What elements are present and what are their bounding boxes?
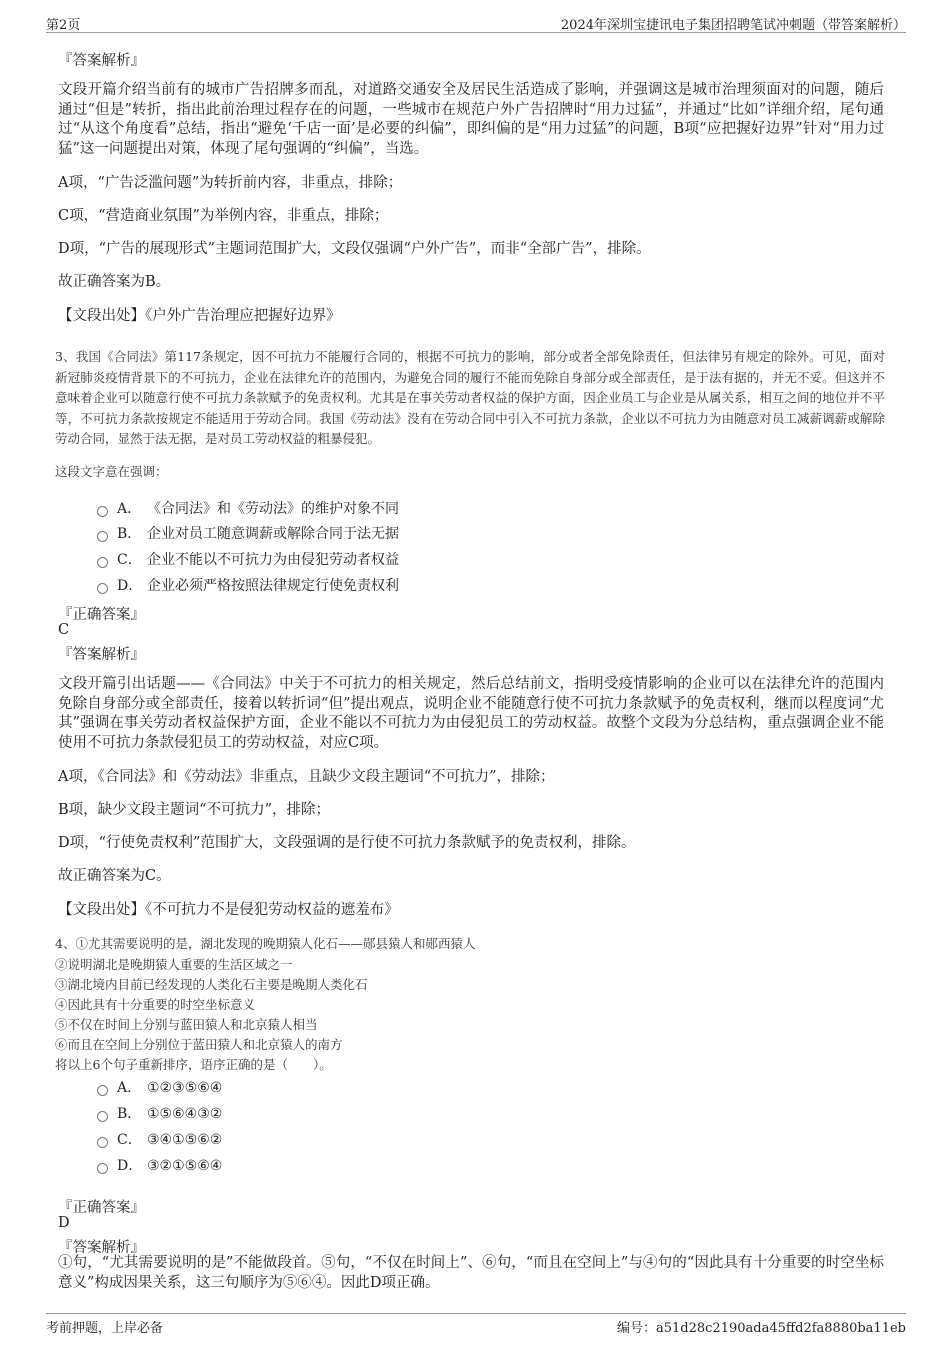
document-title: 2024年深圳宝捷讯电子集团招聘笔试冲刺题（带答案解析）: [560, 18, 906, 33]
q3-option-b[interactable]: B． 企业对员工随意调薪或解除合同于法无据: [97, 523, 399, 543]
page-header: [46, 14, 906, 33]
q4-line-5: ⑤不仅在时间上分别与蓝田猿人和北京猿人相当: [55, 1017, 318, 1032]
q4-line-3: ③湖北境内目前已经发现的人类化石主要是晚期人类化石: [55, 977, 368, 992]
q3-analysis-text: 文段开篇引出话题——《合同法》中关于不可抗力的相关规定，然后总结前文，指明受疫情影响的企业可以在法律允许的范围内免除自身部分或全部责任，接着以转折词“但”提出观点，说明企业不能随意行使不可抗力条款赋予的免责权利，继而以程度词“尤其”强调在事关劳动者权益保护方面，企业不能以不可抗力为由侵犯员工的劳动权益。故整个文段为分总结构，重点强调企业不能使用不可抗力条款侵犯员工的劳动权益，对应C项。: [58, 676, 884, 751]
q3-answer-title: 『正确答案』: [58, 607, 145, 623]
q3-option-d[interactable]: D． 企业必须严格按照法律规定行使免责权利: [97, 575, 399, 595]
q2-item-a: A项，“广告泛滥问题”为转折前内容，非重点，排除；: [58, 175, 403, 191]
q4-analysis-title: 『答案解析』: [58, 1240, 145, 1256]
q3-analysis-title: 『答案解析』: [58, 647, 145, 663]
q4-option-a[interactable]: A． ①②③⑤⑥④: [97, 1077, 222, 1097]
q3-question: 这段文字意在强调：: [55, 464, 168, 479]
q3-stem: 3、我国《合同法》第117条规定，因不可抗力不能履行合同的，根据不可抗力的影响，部分或者全部免除责任，但法律另有规定的除外。可见，面对新冠肺炎疫情背景下的不可抗力，企业在法律允许的范围内，为避免合同的履行不能而免除自身部分或全部责任，是于法有据的，并无不妥。但这并不意味着企业可以随意行使不可抗力条款赋予的免责权利。尤其是在事关劳动者权益的保护方面，因企业员工与企业是从属关系，相互之间的地位并不平等，不可抗力条款按规定不能适用于劳动合同。我国《劳动法》没有在劳动合同中引入不可抗力条款，企业以不可抗力为由随意对员工减薪调薪或解除劳动合同，显然于法无据，是对员工劳动权益的粗暴侵犯。: [55, 349, 885, 446]
q4-option-c[interactable]: C． ③④①⑤⑥②: [97, 1129, 222, 1149]
q3-source: 【文段出处】《不可抗力不是侵犯劳动权益的遮羞布》: [58, 902, 399, 918]
q4-line-6: ⑥而且在空间上分别位于蓝田猿人和北京猿人的南方: [55, 1037, 343, 1052]
q3-answer: C: [58, 622, 70, 638]
q3-option-c[interactable]: C． 企业不能以不可抗力为由侵犯劳动者权益: [97, 549, 399, 569]
q4-line-4: ④因此具有十分重要的时空坐标意义: [55, 997, 256, 1012]
q3-item-a: A项，《合同法》和《劳动法》非重点，且缺少文段主题词“不可抗力”，排除；: [58, 769, 555, 785]
page-number: 第2页: [46, 18, 81, 33]
radio-icon[interactable]: [97, 583, 108, 594]
document-id: 编号：a51d28c2190ada45ffd2fa8880ba11eb: [617, 1321, 906, 1336]
q4-answer: D: [58, 1215, 70, 1231]
q4-option-d[interactable]: D． ③②①⑤⑥④: [97, 1155, 222, 1175]
q4-option-b[interactable]: B． ①⑤⑥④③②: [97, 1103, 222, 1123]
q2-conclusion: 故正确答案为B。: [58, 274, 171, 290]
q4-answer-title: 『正确答案』: [58, 1200, 145, 1216]
q2-source: 【文段出处】《户外广告治理应把握好边界》: [58, 308, 341, 324]
q2-item-c: C项，“营造商业氛围”为举例内容，非重点，排除；: [58, 208, 389, 224]
footer-slogan: 考前押题，上岸必备: [46, 1321, 164, 1336]
radio-icon[interactable]: [97, 1085, 108, 1096]
page-footer: [46, 1313, 906, 1336]
q4-line-1: 4、①尤其需要说明的是，湖北发现的晚期猿人化石——郧县猿人和郧西猿人: [55, 936, 476, 951]
radio-icon[interactable]: [97, 557, 108, 568]
radio-icon[interactable]: [97, 1163, 108, 1174]
radio-icon[interactable]: [97, 531, 108, 542]
q3-item-b: B项，缺少文段主题词“不可抗力”，排除；: [58, 802, 330, 818]
radio-icon[interactable]: [97, 1111, 108, 1122]
q2-analysis-text: 文段开篇介绍当前有的城市广告招牌多而乱，对道路交通安全及居民生活造成了影响，并强调这是城市治理须面对的问题，随后通过“但是”转折，指出此前治理过程存在的问题，一些城市在规范户外广告招牌时“用力过猛”，并通过“比如”详细介绍，尾句通过“从这个角度看”总结，指出“避免‘千店一面’是必要的纠偏”，即纠偏的是“用力过猛”的问题，B项“应把握好边界”针对“用力过猛”这一问题提出对策，体现了尾句强调的“纠偏”，当选。: [58, 82, 884, 157]
q3-conclusion: 故正确答案为C。: [58, 868, 171, 884]
q2-item-d: D项，“广告的展现形式”主题词范围扩大，文段仅强调“户外广告”，而非“全部广告”，排除。: [58, 241, 651, 257]
radio-icon[interactable]: [97, 1137, 108, 1148]
q2-analysis-title: 『答案解析』: [58, 53, 145, 69]
q4-line-2: ②说明湖北是晚期猿人重要的生活区域之一: [55, 957, 293, 972]
q4-analysis-text: ①句，“尤其需要说明的是”不能做段首。⑤句，“不仅在时间上”、⑥句，“而且在空间上”与④句的“因此具有十分重要的时空坐标意义”构成因果关系，这三句顺序为⑤⑥④。因此D项正确。: [58, 1255, 884, 1291]
radio-icon[interactable]: [97, 506, 108, 517]
q4-question: 将以上6个句子重新排序，语序正确的是（ ）。: [55, 1057, 332, 1072]
q3-item-d: D项，“行使免责权利”范围扩大，文段强调的是行使不可抗力条款赋予的免责权利，排除。: [58, 835, 636, 851]
q3-option-a[interactable]: A． 《合同法》和《劳动法》的维护对象不同: [97, 498, 399, 518]
